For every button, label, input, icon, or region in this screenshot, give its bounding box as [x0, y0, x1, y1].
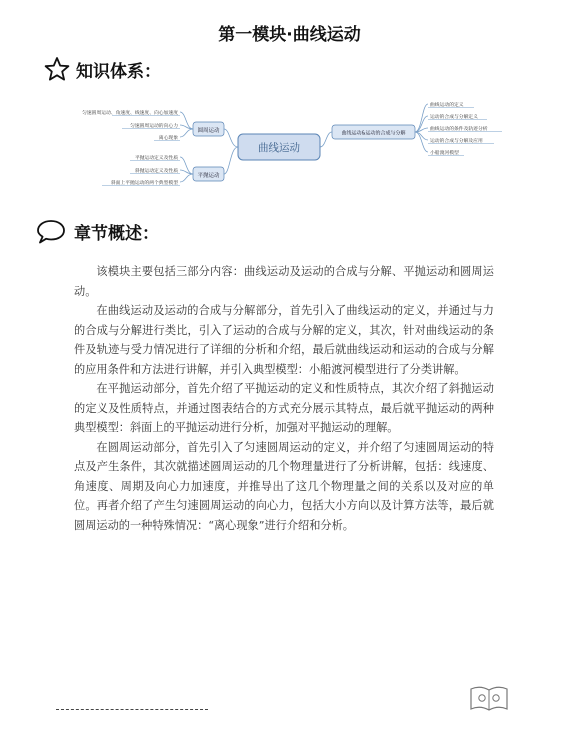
- mind-map: [62, 94, 507, 190]
- knowledge-heading-label: 知识体系：: [76, 61, 161, 82]
- overview-heading: [36, 218, 159, 244]
- speech-bubble-icon: [36, 218, 66, 244]
- mindmap-leaf: 运动的合成与分解及应用: [430, 139, 483, 144]
- overview-paragraph: 在圆周运动部分，首先引入了匀速圆周运动的定义，并介绍了匀速圆周运动的特点及产生条件，其次就描述圆周运动的几个物理量进行了分析讲解，包括：线速度、角速度、周期及向心力加速度，并推导出了这几个物理量之间的关系以及对应的单位。再者介绍了产生匀速圆周运动的向心力，包括大小方向以及计算方法等，最后就圆周运动的一种特殊情况：“离心现象”进行介绍和分析。: [74, 440, 494, 532]
- mindmap-leaf: 匀速圆周运动的向心力: [130, 124, 178, 129]
- mindmap-center-label: 曲线运动: [258, 142, 300, 154]
- overview-paragraph: 该模块主要包括三部分内容：曲线运动及运动的合成与分解、平抛运动和圆周运动。: [74, 265, 494, 298]
- mindmap-leaf: 离心现象: [158, 136, 178, 141]
- mindmap-leaf: 小船渡河模型: [430, 151, 459, 156]
- page-title: 第一模块·曲线运动: [218, 25, 361, 45]
- mindmap-leaf: 平抛运动定义及性质: [134, 156, 178, 161]
- mindmap-label-projectile: 平抛运动: [197, 173, 220, 179]
- mindmap-leaf: 匀速圆周运动、角速度、线速度、向心加速度: [82, 111, 178, 116]
- mindmap-leaf: 斜面上平抛运动的两个典型模型: [110, 181, 178, 186]
- book-logo-icon: [468, 683, 510, 713]
- mindmap-leaf: 曲线运动的条件及轨迹分析: [430, 127, 488, 132]
- overview-paragraph: 在曲线运动及运动的合成与分解部分，首先引入了曲线运动的定义，并通过与力的合成与分解进行类比，引入了运动的合成与分解的定义，其次，针对曲线运动的条件及轨迹与受力情况进行了详细的分析和介绍，最后就曲线运动和运动的合成与分解的应用条件和方法进行讲解，并引入典型模型：小船渡河模型进行了分类讲解。: [74, 304, 494, 376]
- footer-divider: [56, 709, 208, 710]
- knowledge-heading: [44, 56, 161, 82]
- overview-heading-label: 章节概述：: [74, 223, 159, 244]
- mindmap-leaf: 曲线运动的定义: [430, 103, 464, 108]
- mindmap-leaf: 斜抛运动定义及性质: [134, 169, 178, 174]
- mindmap-label-right: 曲线运动&运动的合成与分解: [341, 130, 406, 137]
- mindmap-label-circular: 圆周运动: [197, 128, 220, 134]
- overview-body: [74, 262, 494, 535]
- overview-paragraph: 在平抛运动部分，首先介绍了平抛运动的定义和性质特点，其次介绍了斜抛运动的定义及性质特点，并通过图表结合的方式充分展示其特点，最后就平抛运动的两种典型模型：斜面上的平抛运动进行分析，加强对平抛运动的理解。: [74, 382, 494, 434]
- mindmap-leaf: 运动的合成与分解定义: [430, 115, 478, 120]
- star-icon: [44, 56, 70, 82]
